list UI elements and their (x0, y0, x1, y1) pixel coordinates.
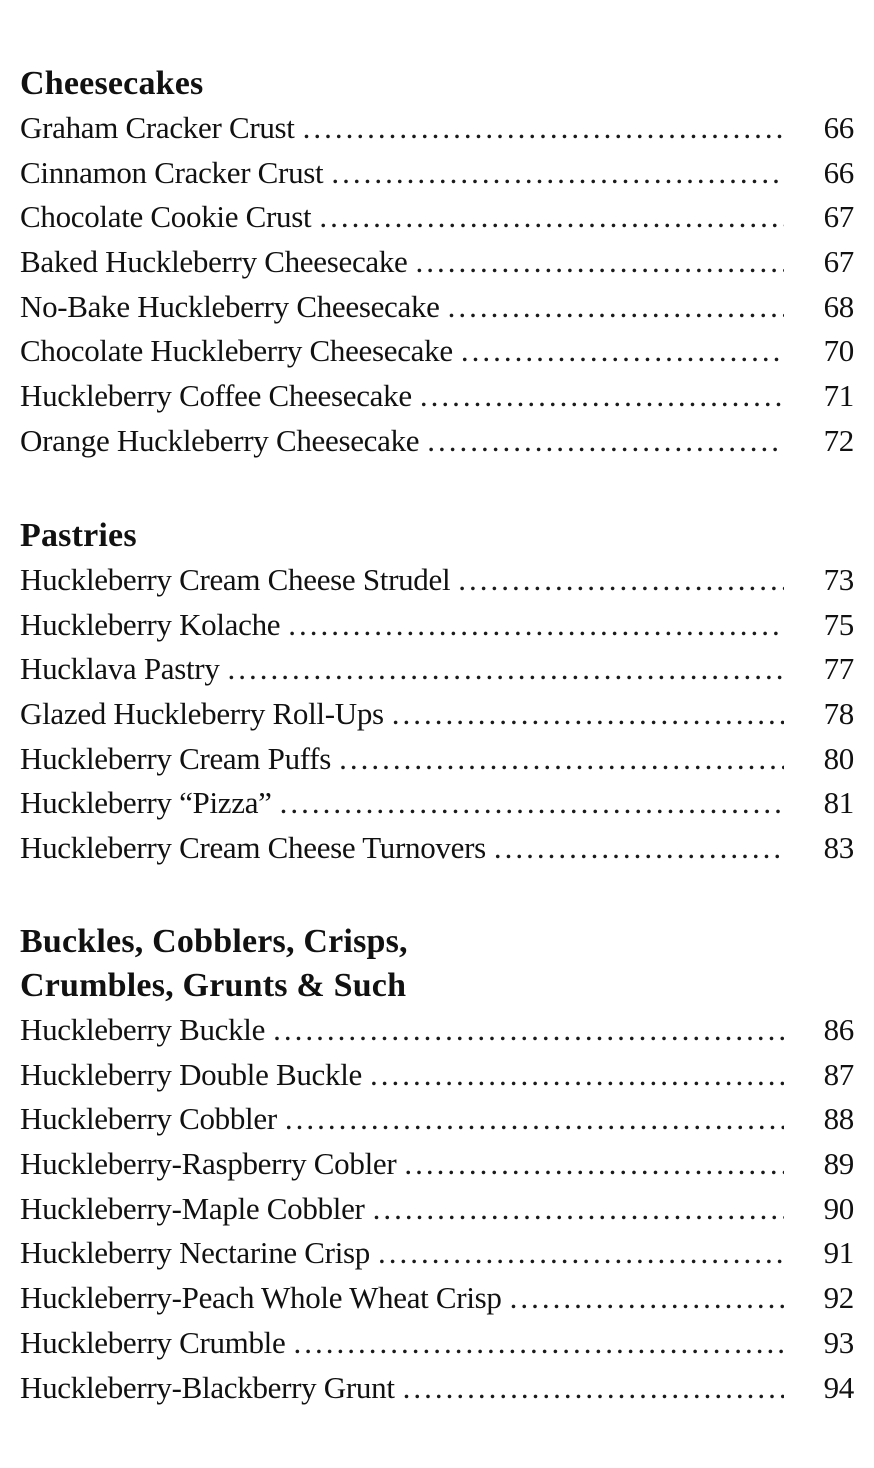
dot-leader (510, 1276, 784, 1320)
entry-page-number: 75 (823, 606, 854, 642)
toc-entry[interactable] (20, 558, 854, 603)
entry-page-number: 87 (823, 1056, 854, 1092)
entry-title: Huckleberry “Pizza” (20, 785, 272, 821)
entry-title: Baked Huckleberry Cheesecake (20, 244, 408, 280)
entry-title: Huckleberry Cobbler (20, 1101, 277, 1137)
entry-title: Huckleberry-Maple Cobbler (20, 1190, 365, 1226)
section-heading-line: Cheesecakes (20, 65, 204, 102)
toc-entry[interactable] (20, 285, 854, 330)
section-heading-line: Crumbles, Grunts & Such (20, 967, 407, 1004)
toc-entry[interactable] (20, 1053, 854, 1098)
entry-page-number: 73 (823, 562, 854, 597)
toc-entry[interactable] (20, 603, 854, 648)
dot-leader (448, 285, 784, 329)
toc-entry[interactable] (20, 151, 854, 196)
dot-leader (293, 1321, 784, 1365)
dot-leader (370, 1053, 784, 1097)
section-heading (20, 514, 854, 558)
entry-page-number: 83 (823, 830, 854, 866)
entry-page-number: 66 (823, 110, 854, 145)
toc-entry[interactable] (20, 826, 854, 871)
dot-leader (416, 240, 784, 284)
entry-page-number: 89 (823, 1146, 854, 1182)
entry-title: Huckleberry Cream Cheese Strudel (20, 562, 451, 597)
entry-page-number: 72 (823, 422, 854, 458)
toc-entry[interactable] (20, 1008, 854, 1053)
toc-entry[interactable] (20, 1276, 854, 1321)
toc-entry[interactable] (20, 1097, 854, 1142)
entry-page-number: 90 (823, 1190, 854, 1226)
toc-entry[interactable] (20, 1142, 854, 1187)
toc-entry[interactable] (20, 240, 854, 285)
toc-entry[interactable] (20, 647, 854, 692)
entry-page-number: 93 (823, 1324, 854, 1360)
entry-title: Huckleberry-Raspberry Cobler (20, 1146, 397, 1182)
section-heading-line: Pastries (20, 517, 137, 554)
dot-leader (427, 419, 784, 463)
toc-entry[interactable] (20, 106, 854, 151)
entry-page-number: 66 (823, 154, 854, 190)
entry-title: Graham Cracker Crust (20, 110, 295, 145)
entry-list (20, 106, 854, 464)
toc-entry[interactable] (20, 692, 854, 737)
entry-title: Huckleberry-Blackberry Grunt (20, 1369, 395, 1405)
entry-title: Orange Huckleberry Cheesecake (20, 422, 420, 458)
toc-entry[interactable] (20, 1366, 854, 1411)
entry-page-number: 70 (823, 333, 854, 369)
dot-leader (461, 329, 784, 373)
entry-title: Huckleberry Cream Cheese Turnovers (20, 830, 486, 866)
toc-entry[interactable] (20, 195, 854, 240)
entry-page-number: 68 (823, 288, 854, 324)
dot-leader (458, 558, 784, 602)
entry-page-number: 88 (823, 1101, 854, 1137)
dot-leader (331, 151, 784, 195)
dot-leader (285, 1097, 784, 1141)
entry-page-number: 91 (823, 1235, 854, 1271)
dot-leader (339, 737, 784, 781)
entry-title: Huckleberry Double Buckle (20, 1056, 362, 1092)
entry-title: Huckleberry Nectarine Crisp (20, 1235, 370, 1271)
toc-entry[interactable] (20, 329, 854, 374)
entry-page-number: 86 (823, 1012, 854, 1047)
dot-leader (228, 647, 784, 691)
section-buckles-cobblers (20, 920, 854, 1410)
entry-title: No-Bake Huckleberry Cheesecake (20, 288, 440, 324)
dot-leader (273, 1008, 784, 1052)
entry-title: Chocolate Cookie Crust (20, 199, 312, 235)
entry-page-number: 81 (823, 785, 854, 821)
entry-page-number: 80 (823, 740, 854, 776)
entry-page-number: 67 (823, 244, 854, 280)
toc-entry[interactable] (20, 374, 854, 419)
entry-title: Huckleberry Coffee Cheesecake (20, 378, 412, 414)
entry-page-number: 67 (823, 199, 854, 235)
entry-page-number: 77 (823, 651, 854, 687)
entry-title: Glazed Huckleberry Roll-Ups (20, 696, 384, 732)
section-heading (20, 920, 854, 1008)
dot-leader (319, 195, 784, 239)
toc-entry[interactable] (20, 1187, 854, 1232)
entry-list (20, 1008, 854, 1410)
dot-leader (420, 374, 784, 418)
entry-page-number: 94 (823, 1369, 854, 1405)
entry-title: Hucklava Pastry (20, 651, 220, 687)
entry-title: Huckleberry Buckle (20, 1012, 266, 1047)
entry-title: Huckleberry-Peach Whole Wheat Crisp (20, 1280, 502, 1316)
dot-leader (403, 1366, 784, 1410)
entry-list (20, 558, 854, 871)
entry-page-number: 92 (823, 1280, 854, 1316)
dot-leader (378, 1231, 784, 1275)
dot-leader (303, 106, 784, 150)
dot-leader (404, 1142, 784, 1186)
section-pastries (20, 514, 854, 871)
entry-title: Cinnamon Cracker Crust (20, 154, 324, 190)
section-cheesecakes (20, 62, 854, 464)
section-heading (20, 62, 854, 106)
dot-leader (373, 1187, 784, 1231)
dot-leader (392, 692, 784, 736)
toc-entry[interactable] (20, 1321, 854, 1366)
toc-entry[interactable] (20, 1231, 854, 1276)
section-heading-line: Buckles, Cobblers, Crisps, (20, 923, 408, 960)
entry-title: Huckleberry Crumble (20, 1324, 286, 1360)
toc-entry[interactable] (20, 419, 854, 464)
toc-entry[interactable] (20, 781, 854, 826)
entry-title: Huckleberry Cream Puffs (20, 740, 332, 776)
dot-leader (280, 781, 784, 825)
entry-title: Chocolate Huckleberry Cheesecake (20, 333, 453, 369)
toc-entry[interactable] (20, 737, 854, 782)
dot-leader (494, 826, 784, 870)
dot-leader (288, 603, 784, 647)
entry-page-number: 71 (823, 378, 854, 414)
entry-page-number: 78 (823, 696, 854, 732)
entry-title: Huckleberry Kolache (20, 606, 281, 642)
